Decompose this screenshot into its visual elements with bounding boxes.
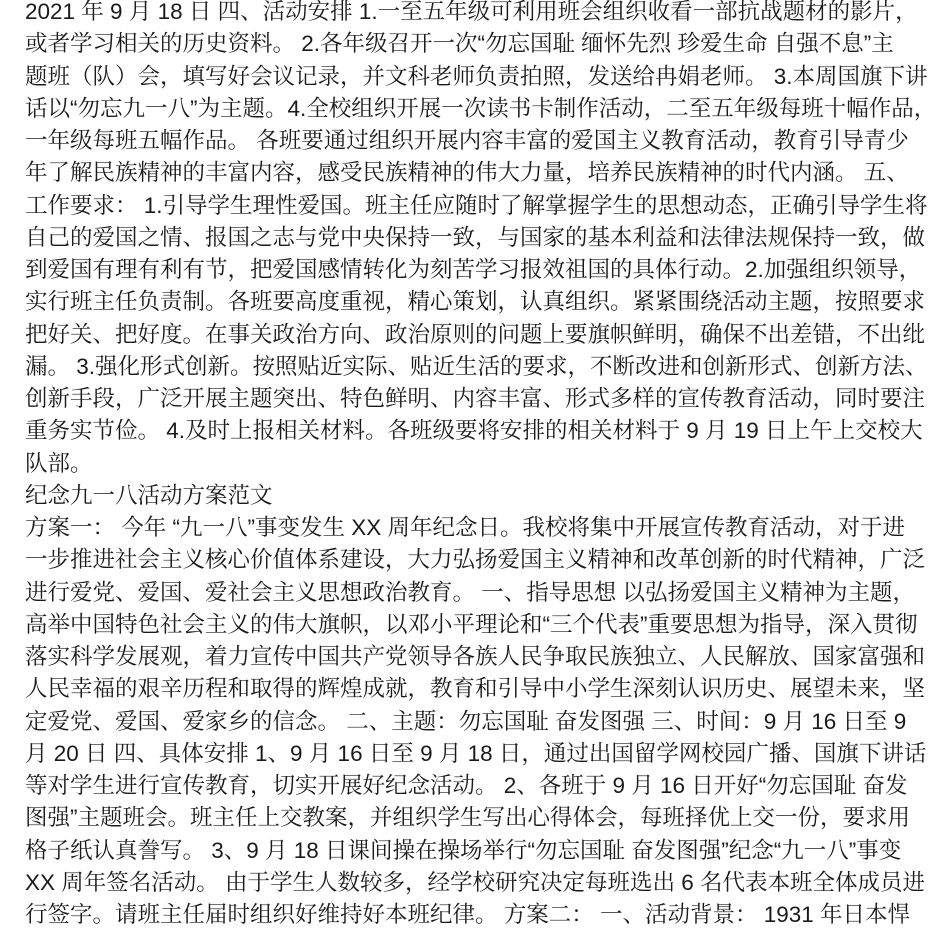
text-line: 2021 年 9 月 18 日 四、活动安排 1.一至五年级可利用班会组织收看一部抗战题材的影片，: [25, 0, 918, 24]
text-line: XX 周年签名活动。 由于学生人数较多，经学校研究决定每班选出 6 名代表本班全体成员进: [25, 869, 926, 895]
document-page: [25, 0, 936, 931]
text-line: 创新手段，广泛开展主题突出、特色鲜明、内容丰富、形式多样的宣传教育活动，同时要注: [25, 386, 926, 411]
text-line: 进行爱党、爱国、爱社会主义思想政治教育。 一、指导思想 以弘扬爱国主义精神为主题，: [25, 579, 916, 605]
text-line: 落实科学发展观，着力宣传中国共产党领导各族人民争取民族独立、人民解放、国家富强和: [25, 644, 926, 669]
text-line: 高举中国特色社会主义的伟大旗帜，以邓小平理论和“三个代表”重要思想为指导，深入贯彻: [25, 611, 918, 637]
text-line: 人民幸福的艰辛历程和取得的辉煌成就，教育和引导中小学生深刻认识历史、展望未来，坚: [25, 676, 926, 702]
text-line: 等对学生进行宣传教育，切实开展好纪念活动。 2、各班于 9 月 16 日开好“勿忘国耻 奋发: [25, 773, 908, 798]
text-line: 到爱国有理有利有节，把爱国感情转化为刻苦学习报效祖国的具体行动。2.加强组织领导，: [25, 257, 922, 282]
text-line: 年了解民族精神的丰富内容，感受民族精神的伟大力量，培养民族精神的时代内涵。 五、: [25, 160, 909, 186]
text-line: 话以“勿忘九一八”为主题。4.全校组织开展一次读书卡制作活动，二至五年级每班十幅作品，: [25, 95, 936, 121]
text-line: 工作要求： 1.引导学生理性爱国。班主任应随时了解掌握学生的思想动态，正确引导学生将: [25, 192, 928, 218]
text-line: 重务实节俭。 4.及时上报相关材料。各班级要将安排的相关材料于 9 月 19 日上午上交校大: [25, 418, 923, 444]
text-line: 方案一： 今年 “九一八”事变发生 XX 周年纪念日。我校将集中开展宣传教育活动，对于进: [25, 515, 906, 540]
section-heading: 纪念九一八活动方案范文: [25, 482, 273, 508]
text-line: 实行班主任负责制。各班要高度重视，精心策划，认真组织。紧紧围绕活动主题，按照要求: [25, 289, 926, 315]
text-line: 把好关、把好度。在事关政治方向、政治原则的问题上要旗帜鲜明，确保不出差错，不出纰: [25, 321, 926, 347]
text-line: 月 20 日 四、具体安排 1、9 月 16 日至 9 月 18 日，通过出国留学网校园广播、国旗下讲话: [25, 740, 927, 766]
text-line: 格子纸认真誊写。 3、9 月 18 日课间操在操场举行“勿忘国耻 奋发图强”纪念“九一八”事变: [25, 837, 902, 863]
text-line: 自己的爱国之情、报国之志与党中央保持一致，与国家的基本利益和法律法规保持一致，做: [25, 224, 926, 250]
text-line: 题班（队）会，填写好会议记录，并文科老师负责拍照，发送给冉娟老师。 3.本周国旗下讲: [25, 63, 928, 89]
text-line: 定爱党、爱国、爱家乡的信念。 二、主题：勿忘国耻 奋发图强 三、时间：9 月 16 日至 9: [25, 708, 907, 734]
text-line: 一年级每班五幅作品。 各班要通过组织开展内容丰富的爱国主义教育活动，教育引导青少: [25, 128, 909, 153]
text-line: 或者学习相关的历史资料。 2.各年级召开一次“勿忘国耻 缅怀先烈 珍爱生命 自强不息”主: [25, 31, 894, 57]
text-line: 图强”主题班会。班主任上交教案，并组织学生写出心得体会，每班择优上交一份，要求用: [25, 805, 910, 831]
text-line: 队部。: [25, 450, 93, 476]
text-line: 一步推进社会主义核心价值体系建设，大力弘扬爱国主义精神和改革创新的时代精神，广泛: [25, 547, 926, 573]
text-line: 漏。 3.强化形式创新。按照贴近实际、贴近生活的要求，不断改进和创新形式、创新方法、: [25, 353, 928, 379]
text-line: 行签字。请班主任届时组织好维持好本班纪律。 方案二： 一、活动背景： 1931 年日本悍: [25, 902, 911, 927]
